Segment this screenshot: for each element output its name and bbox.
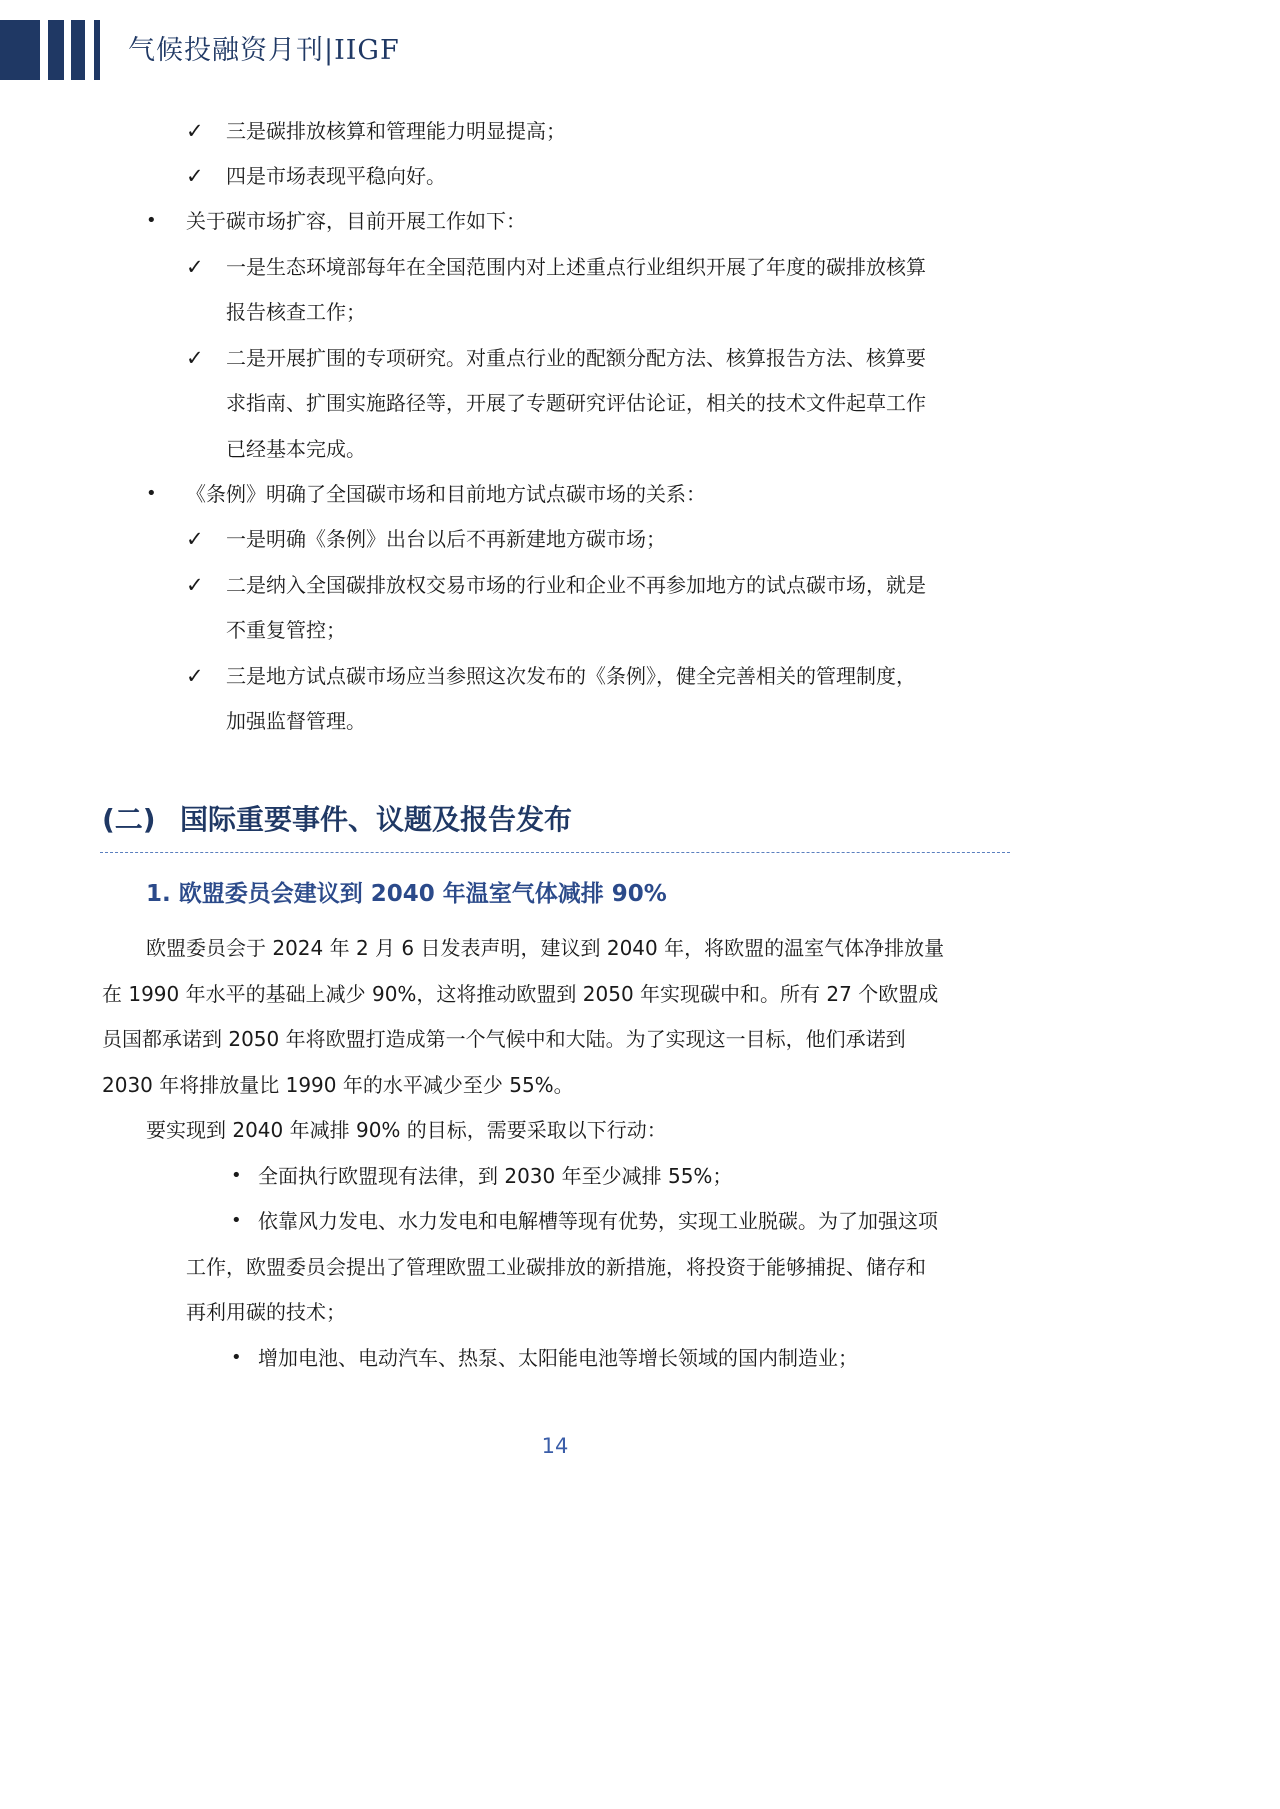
subsection-heading: 1. 欧盟委员会建议到 2040 年温室气体减排 90%	[146, 881, 667, 907]
paragraph-line: 2030 年将排放量比 1990 年的水平减少至少 55%。	[102, 1073, 574, 1097]
check-icon: ✓	[186, 164, 204, 188]
publication-title: 气候投融资月刊|IIGF	[128, 35, 400, 66]
section-number: (二)	[102, 803, 156, 836]
list-item-line: 三是地方试点碳市场应当参照这次发布的《条例》，健全完善相关的管理制度，	[226, 664, 916, 688]
bullet-icon: •	[231, 1210, 242, 1231]
logo-bar	[48, 20, 64, 80]
logo-bar	[71, 20, 85, 80]
check-icon: ✓	[186, 255, 204, 279]
list-item-line: 二是开展扩围的专项研究。对重点行业的配额分配方法、核算报告方法、核算要	[226, 346, 926, 370]
logo-bar	[0, 20, 40, 80]
list-item-line: 报告核查工作；	[226, 300, 366, 324]
logo-bar	[94, 20, 100, 80]
check-icon: ✓	[186, 573, 204, 597]
list-item-line: 依靠风力发电、水力发电和电解槽等现有优势，实现工业脱碳。为了加强这项	[258, 1209, 938, 1233]
check-icon: ✓	[186, 346, 204, 370]
list-item-line: 关于碳市场扩容，目前开展工作如下：	[186, 209, 526, 233]
list-item-line: 工作，欧盟委员会提出了管理欧盟工业碳排放的新措施，将投资于能够捕捉、储存和	[186, 1255, 926, 1279]
list-item-line: 四是市场表现平稳向好。	[226, 164, 446, 188]
list-item-line: 求指南、扩围实施路径等，开展了专题研究评估论证，相关的技术文件起草工作	[226, 391, 926, 415]
paragraph-line: 欧盟委员会于 2024 年 2 月 6 日发表声明，建议到 2040 年，将欧盟的温室气体净排放量	[146, 936, 945, 960]
bullet-icon: •	[231, 1347, 242, 1368]
list-item-line: 《条例》明确了全国碳市场和目前地方试点碳市场的关系：	[186, 482, 706, 506]
section-divider	[100, 852, 1010, 853]
list-item-line: 不重复管控；	[226, 618, 346, 642]
list-item-line: 已经基本完成。	[226, 437, 366, 461]
paragraph-line: 要实现到 2040 年减排 90% 的目标，需要采取以下行动：	[146, 1118, 667, 1142]
list-item-line: 三是碳排放核算和管理能力明显提高；	[226, 119, 566, 143]
list-item-line: 增加电池、电动汽车、热泵、太阳能电池等增长领域的国内制造业；	[258, 1346, 858, 1370]
section-title-text: 国际重要事件、议题及报告发布	[180, 803, 573, 836]
paragraph-line: 在 1990 年水平的基础上减少 90%，这将推动欧盟到 2050 年实现碳中和。所有 27 个欧盟成	[102, 982, 939, 1006]
list-item-line: 二是纳入全国碳排放权交易市场的行业和企业不再参加地方的试点碳市场，就是	[226, 573, 926, 597]
section-heading	[102, 800, 572, 840]
page-number: 14	[541, 1434, 569, 1458]
list-item-line: 再利用碳的技术；	[186, 1300, 346, 1324]
check-icon: ✓	[186, 527, 204, 551]
list-item-line: 加强监督管理。	[226, 709, 366, 733]
bullet-icon: •	[146, 483, 157, 504]
paragraph-line: 员国都承诺到 2050 年将欧盟打造成第一个气候中和大陆。为了实现这一目标，他们承诺到	[102, 1027, 906, 1051]
check-icon: ✓	[186, 664, 204, 688]
list-item-line: 一是明确《条例》出台以后不再新建地方碳市场；	[226, 527, 666, 551]
bullet-icon: •	[231, 1165, 242, 1186]
bullet-icon: •	[146, 210, 157, 231]
list-item-line: 全面执行欧盟现有法律，到 2030 年至少减排 55%；	[258, 1164, 733, 1188]
list-item-line: 一是生态环境部每年在全国范围内对上述重点行业组织开展了年度的碳排放核算	[226, 255, 926, 279]
check-icon: ✓	[186, 119, 204, 143]
